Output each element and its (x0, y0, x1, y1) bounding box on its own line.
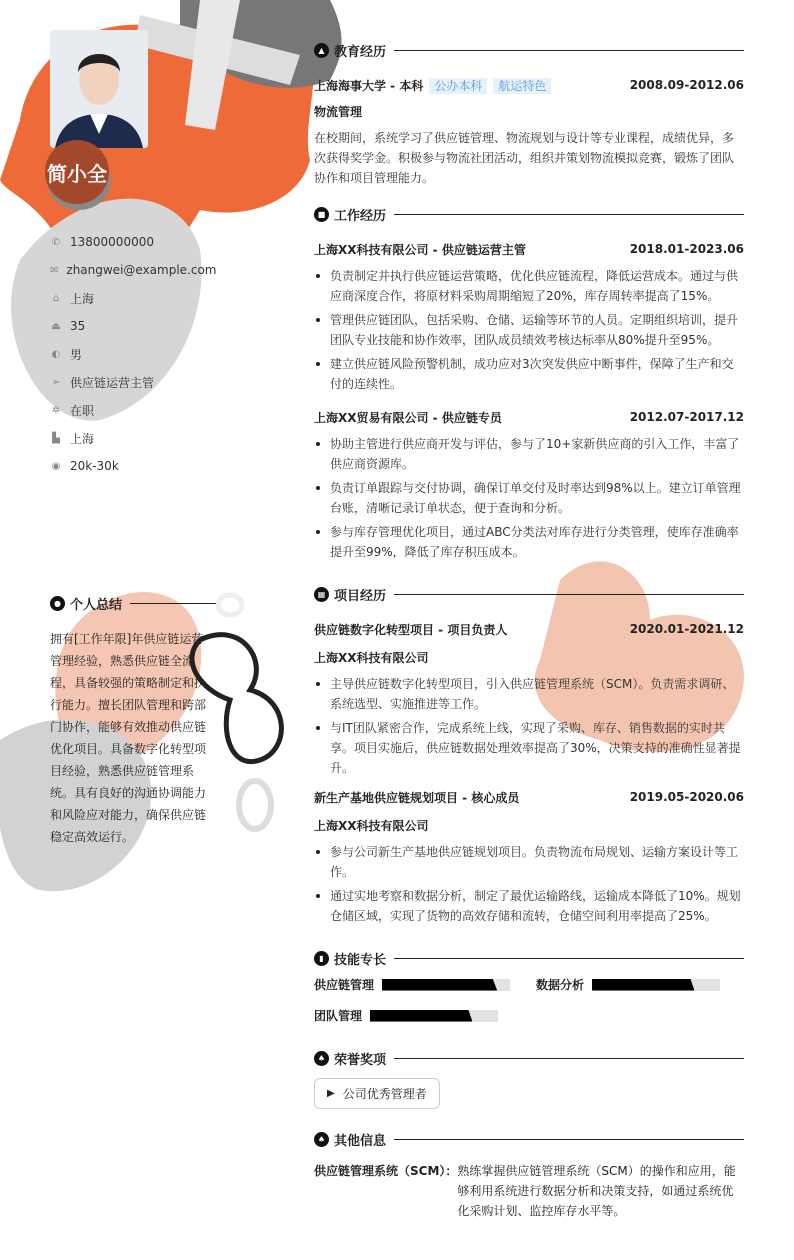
list-item: 与IT团队紧密合作，完成系统上线，实现了采购、库存、销售数据的实时共享。项目实施后，供应链数据处理效率提高了30%，决策支持的准确性显著提升。 (314, 718, 744, 778)
info-position: ➢ 供应链运营主管 (51, 375, 155, 390)
list-item: 管理供应链团队，包括采购、仓储、运输等环节的人员。定期组织培训，提升团队专业技能和协作效率，团队成员绩效考核达标率从80%提升至95%。 (314, 310, 744, 350)
contact-info (50, 228, 216, 480)
gray-ring (239, 781, 271, 829)
tag: 航运特色 (493, 78, 551, 94)
other-info: 供应链管理系统（SCM）： 熟练掌握供应链管理系统（SCM）的操作和应用，能够利用系统进行数据分析和决策支持，如通过系统优化采购计划、监控库存水平等。 (314, 1164, 736, 1218)
project-row: 供应链数字化转型项目 - 项目负责人 2020.01-2021.12 (314, 622, 744, 637)
graduation-cap-icon: ▲ (314, 43, 329, 58)
skill-item: 团队管理 (314, 1007, 498, 1024)
info-gender: ◐ 男 (51, 347, 83, 362)
project-org: 上海XX科技有限公司 (314, 650, 429, 665)
award-item: ▶ 公司优秀管理者 (314, 1078, 440, 1109)
skill-item: 数据分析 (536, 976, 720, 993)
info-city: ⌂ 上海 (50, 284, 216, 312)
project-heading: ▦ 项目经历 (314, 584, 744, 604)
info-target-city: ▙ 上海 (50, 424, 216, 452)
phone-icon: ✆ (51, 236, 61, 248)
person-portrait-icon (50, 30, 148, 148)
list-item: 负责制定并执行供应链运营策略，优化供应链流程，降低运营成本。通过与供应商深度合作，将原材料采购周期缩短了20%，库存周转率提高了15%。 (314, 266, 744, 306)
info-email: ✉ zhangwei@example.com (50, 263, 217, 277)
skill-item: 供应链管理 (314, 976, 510, 993)
summary-heading: ● 个人总结 (50, 594, 216, 613)
info-phone: ✆ 13800000000 (51, 235, 154, 249)
name-badge (45, 140, 115, 210)
project-points (314, 842, 744, 926)
list-item: 负责订单跟踪与交付协调，确保订单交付及时率达到98%以上。建立订单管理台账，清晰记录订单状态，便于查询和分析。 (314, 478, 744, 518)
skills-list (314, 976, 744, 1024)
education-heading: ▲ 教育经历 (314, 40, 744, 60)
list-item: 参与公司新生产基地供应链规划项目。负责物流布局规划、运输方案设计等工作。 (314, 842, 744, 882)
right-column (314, 40, 744, 1221)
info-age: ⏏ 35 (51, 319, 86, 333)
info-status: ✲ 在职 (51, 403, 95, 418)
award-icon: ♠ (314, 1051, 329, 1066)
skill-bar (370, 1010, 498, 1022)
play-icon: ▶ (327, 1088, 335, 1099)
education-desc: 在校期间，系统学习了供应链管理、物流规划与设计等专业课程，成绩优异，多次获得奖学金。积极参与物流社团活动，组织并策划物流模拟竞赛，锻炼了团队协作和项目管理能力。 (314, 131, 735, 185)
gear-icon: ✲ (51, 404, 61, 416)
coin-icon: ◉ (51, 460, 61, 472)
skills-heading: ▮ 技能专长 (314, 948, 744, 968)
profile-photo (50, 30, 148, 148)
person-icon: ◐ (51, 348, 61, 360)
list-item: 通过实地考察和数据分析，制定了最优运输路线，运输成本降低了10%。规划仓储区域，实现了货物的高效存储和流转，仓储空间利用率提高了25%。 (314, 886, 744, 926)
list-item: 协助主管进行供应商开发与评估，参与了10+家新供应商的引入工作，丰富了供应商资源库。 (314, 434, 744, 474)
building-icon: ▙ (52, 432, 60, 444)
awards-heading: ♠ 荣誉奖项 (314, 1048, 744, 1068)
education-major: 物流管理 (314, 104, 363, 119)
bar-chart-icon: ▮ (314, 951, 329, 966)
home-icon: ⌂ (52, 292, 60, 304)
project-row: 新生产基地供应链规划项目 - 核心成员 2019.05-2020.06 (314, 790, 744, 805)
list-item: 建立供应链风险预警机制，成功应对3次突发供应中断事件，保障了生产和交付的连续性。 (314, 354, 744, 394)
project-points (314, 674, 744, 778)
award-icon: ♠ (314, 1132, 329, 1147)
other-heading: ♠ 其他信息 (314, 1129, 744, 1149)
list-item: 主导供应链数字化转型项目，引入供应链管理系统（SCM）。负责需求调研、系统选型、实施推进等工作。 (314, 674, 744, 714)
left-column (47, 30, 217, 480)
skill-bar (382, 979, 510, 991)
grid-icon: ▦ (314, 587, 329, 602)
list-item: 参与库存管理优化项目，通过ABC分类法对库存进行分类管理，使库存准确率提升至99%，降低了库存积压成本。 (314, 522, 744, 562)
mail-icon: ✉ (50, 264, 59, 276)
skill-bar (592, 979, 720, 991)
project-org: 上海XX科技有限公司 (314, 818, 429, 833)
send-icon: ➢ (51, 376, 61, 388)
candidate-name: 简小全 (45, 140, 109, 204)
info-salary: ◉ 20k-30k (51, 459, 119, 473)
work-points (314, 434, 744, 562)
work-heading: ■ 工作经历 (314, 204, 744, 224)
summary-text: 拥有[工作年限]年供应链运营管理经验，熟悉供应链全流程，具备较强的策略制定和执行能力。擅长团队管理和跨部门协作，能够有效推动供应链优化项目。具备数字化转型项目经验，熟悉供应链管理系统。具有良好的沟通协调能力和风险应对能力，确保供应链稳定高效运行。 (50, 632, 207, 844)
user-icon: ● (50, 596, 65, 611)
tag: 公办本科 (429, 78, 487, 94)
work-row: 上海XX科技有限公司 - 供应链运营主管 2018.01-2023.06 (314, 242, 744, 257)
work-points (314, 266, 744, 394)
cake-icon: ⏏ (51, 320, 61, 332)
gray-ring-2 (218, 595, 242, 615)
work-row: 上海XX贸易有限公司 - 供应链专员 2012.07-2017.12 (314, 410, 744, 425)
briefcase-icon: ■ (314, 207, 329, 222)
education-row: 上海海事大学 - 本科 公办本科 航运特色 2008.09-2012.06 (314, 78, 744, 93)
